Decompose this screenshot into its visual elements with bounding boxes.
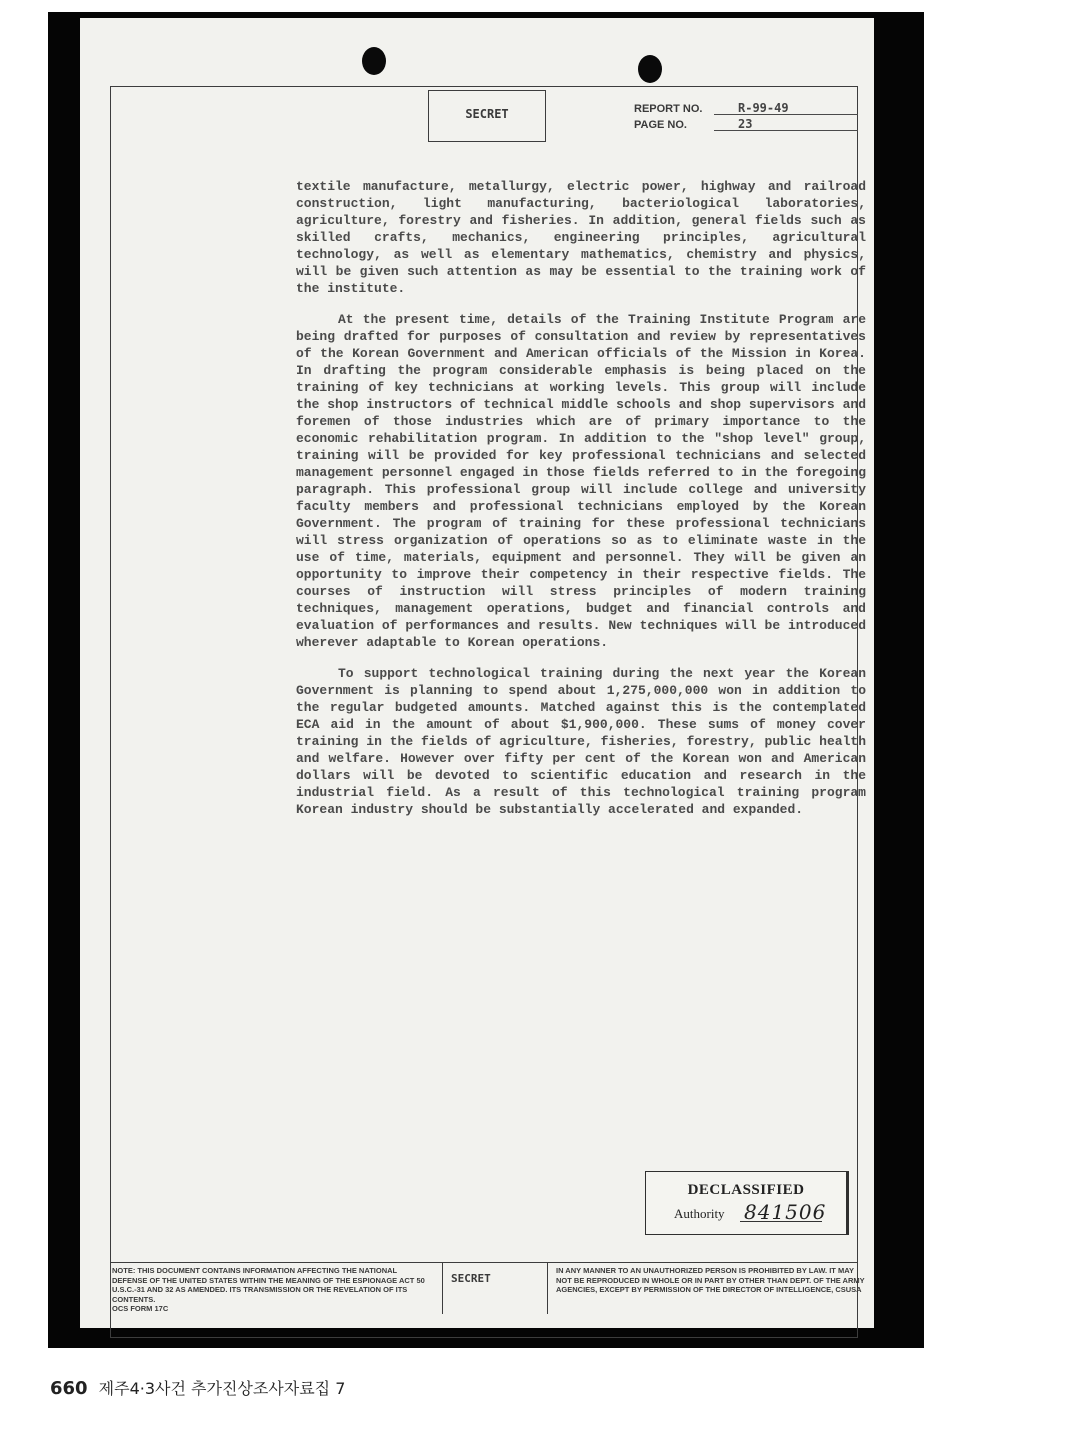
body-paragraph: At the present time, details of the Training Institute Program are being drafted for purposes of consultation and review by representatives of the Korean Government and American officials of the Mission in Korea. In drafting the program considerable emphasis is being placed on the training of key technicians at working levels. This group will include the shop instructors of technical middle schools and shop supervisors and foremen of those industries which are of primary importance to the economic rehabilitation program. In addition to the "shop level" group, training will be provided for key professional technicians and selected management personnel engaged in those fields referred to in the foregoing paragraph. This professional group will include college and university faculty members and professional technicians employed by the Korean Government. The program of training for these professional technicians will stress organization of operations so as to eliminate waste in the use of time, materials, equipment and personnel. They will be given an opportunity to improve their competency in their respective fields. The courses of instruction will stress principles of modern training techniques, management operations, budget and financial controls and evaluation of performances and results. New techniques will be introduced wherever adaptable to Korean operations. [296, 312, 866, 650]
classification-box [428, 90, 546, 142]
footer-classification-box [442, 1262, 548, 1314]
authority-value: 841506 [744, 1200, 827, 1224]
punch-hole [362, 47, 386, 75]
report-no-label: REPORT NO. [634, 103, 703, 115]
report-body [296, 178, 866, 832]
report-no-value: R-99-49 [738, 101, 789, 115]
book-title: 제주4·3사건 추가진상조사자료집 7 [98, 1379, 346, 1398]
punch-hole [638, 55, 662, 83]
footer-warning-right: IN ANY MANNER TO AN UNAUTHORIZED PERSON IS PROHIBITED BY LAW. IT MAY NOT BE REPRODUCED IN WHOLE OR IN PART BY OTHER THAN DEPT. OF THE ARMY AGENCIES, EXCEPT BY PERMISSION OF THE DIRECTOR OF INTELLIGENCE, CSUSA [556, 1266, 865, 1294]
report-no-row [634, 101, 858, 117]
footer-left-text: NOTE: THIS DOCUMENT CONTAINS INFORMATION AFFECTING THE NATIONAL DEFENSE OF THE UNITED STATES WITHIN THE MEANING OF THE ESPIONAGE ACT 50 U.S.C.-31 AND 32 AS AMENDED. ITS TRANSMISSION OR THE REVELATION OF ITS CONTENTS. [112, 1266, 425, 1304]
authority-label: Authority [674, 1206, 725, 1221]
page-no-rule [714, 130, 858, 131]
body-paragraph: To support technological training during the next year the Korean Government is planning to spend about 1,275,000,000 won in addition to the regular budgeted amounts. Matched against this is the contemplated ECA aid in the amount of about $1,900,000. These sums of money cover training in the fields of agriculture, fisheries, forestry, public health and welfare. However over fifty per cent of the Korean won and American dollars will be devoted to scientific education and research in the industrial field. As a result of this technological training program Korean industry should be substantially accelerated and expanded. [296, 666, 866, 817]
report-info [634, 101, 858, 135]
declassified-stamp [645, 1171, 849, 1235]
form-number: OCS FORM 17C [112, 1304, 169, 1313]
page-no-label: PAGE NO. [634, 119, 687, 131]
footer-warning-left [112, 1266, 432, 1314]
declassified-title: DECLASSIFIED [687, 1182, 805, 1198]
page-footer [50, 1376, 345, 1402]
classification-label: SECRET [465, 107, 509, 121]
page-no-value: 23 [738, 117, 753, 131]
page-no-row [634, 117, 858, 133]
body-paragraph: textile manufacture, metallurgy, electric power, highway and railroad construction, light manufacturing, bacteriological laboratories, agriculture, forestry and fisheries. In addition, general fields such as skilled crafts, mechanics, engineering principles, agricultural technology, as well as elementary mathematics, chemistry and physics, will be given such attention as may be essential to the training work of the institute. [296, 179, 866, 296]
page-number: 660 [50, 1378, 88, 1399]
footer-classification: SECRET [451, 1272, 491, 1285]
